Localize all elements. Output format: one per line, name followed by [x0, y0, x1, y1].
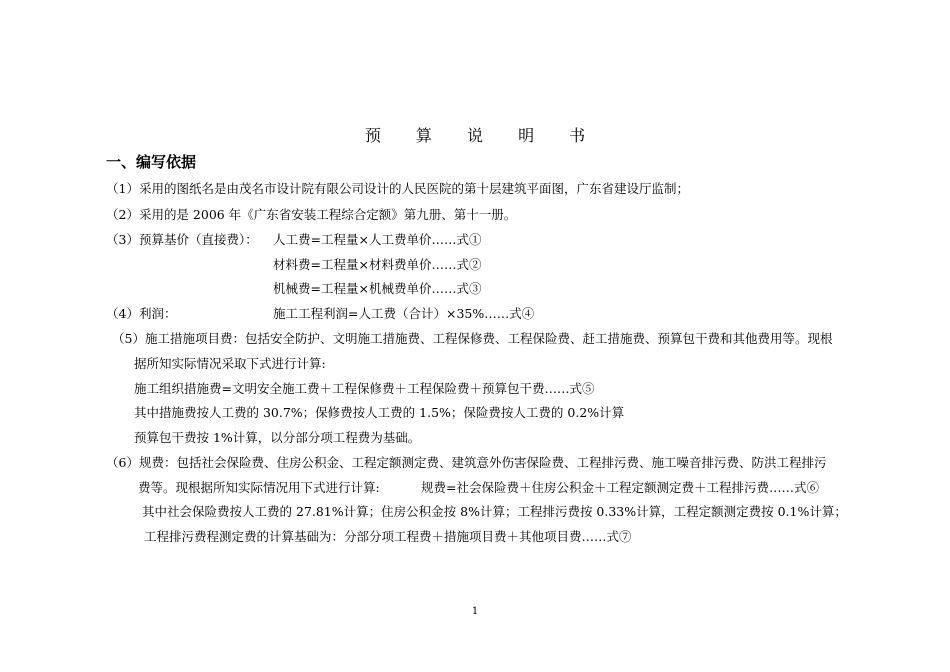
item-5-line-1: （5）施工措施项目费：包括安全防护、文明施工措施费、工程保修费、工程保险费、赶工措施费、预算包干费和其他费用等。现根	[112, 331, 833, 346]
item-5-line-2: 据所知实际情况采取下式进行计算:	[134, 356, 326, 371]
item-4-formula: 施工工程利润=人工费（合计）×35%……式④	[273, 306, 535, 321]
item-6-line-1: （6）规费：包括社会保险费、住房公积金、工程定额测定费、建筑意外伤害保险费、工程排污费、施工噪音排污费、防洪工程排污	[106, 455, 827, 470]
item-3-formula-3: 机械费=工程量×机械费单价……式③	[273, 281, 482, 296]
item-3-label: （3）预算基价（直接费）：	[106, 232, 258, 247]
item-3-formula-1: 人工费=工程量×人工费单价……式①	[273, 232, 482, 247]
item-6-line-3: 其中社会保险费按人工费的 27.81%计算；住房公积金按 8%计算；工程排污费按 0.33%计算，工程定额测定费按 0.1%计算；	[142, 504, 847, 519]
item-5-line-5: 预算包干费按 1%计算，以分部分项工程费为基础。	[134, 430, 421, 445]
item-6-line-4: 工程排污费程测定费的计算基础为：分部分项工程费＋措施项目费＋其他项目费……式⑦	[144, 529, 632, 544]
item-1-text: （1）采用的图纸名是由茂名市设计院有限公司设计的人民医院的第十层建筑平面图，广东省建设厅监制；	[106, 181, 689, 196]
item-6-line-2b: 规费=社会保险费＋住房公积金＋工程定额测定费＋工程排污费……式⑥	[421, 480, 819, 495]
document-title: 预 算 说 明 书	[364, 126, 601, 145]
section-heading: 一、编写依据	[106, 153, 197, 171]
item-2-text: （2）采用的是 2006 年《广东省安装工程综合定额》第九册、第十一册。	[106, 207, 517, 222]
item-5-line-3: 施工组织措施费=文明安全施工费＋工程保修费＋工程保险费＋预算包干费……式⑤	[134, 381, 595, 396]
item-3-formula-2: 材料费=工程量×材料费单价……式②	[273, 257, 482, 272]
page-number: 1	[471, 606, 479, 617]
item-6-line-2a: 费等。现根据所知实际情况用下式进行计算:	[138, 480, 380, 495]
item-5-line-4: 其中措施费按人工费的 30.7%；保修费按人工费的 1.5%；保险费按人工费的 0.2%计算	[134, 405, 625, 420]
item-4-label: （4）利润：	[106, 306, 177, 321]
